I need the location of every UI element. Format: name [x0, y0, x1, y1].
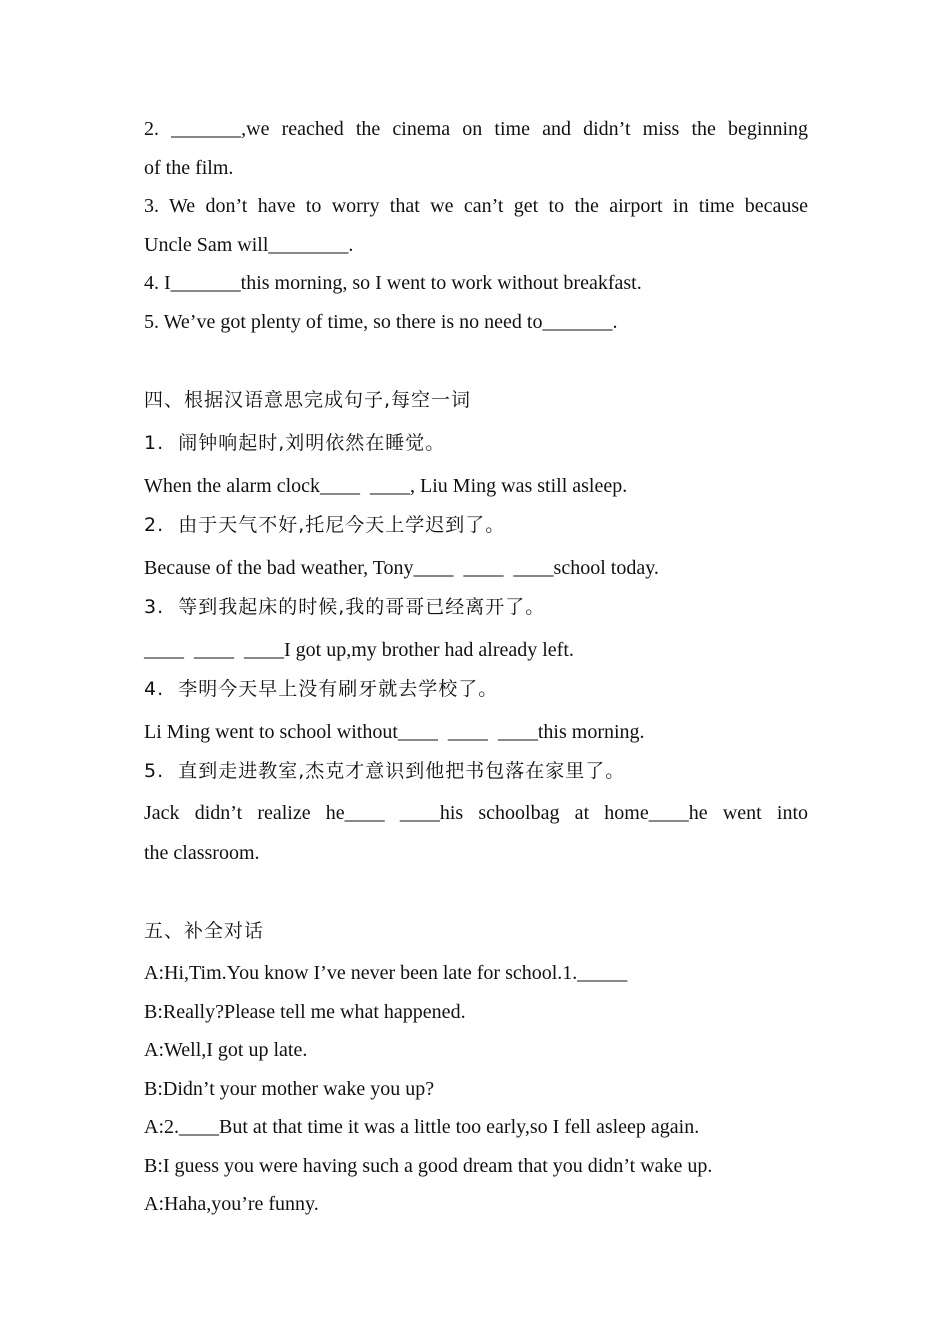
s5-dialogue-line5: A:2.____But at that time it was a little too early,so I fell asleep again.	[144, 1116, 700, 1138]
s3-q2-line1: 2. _______,we reached the cinema on time and didn’t miss the beginning	[144, 118, 808, 140]
s4-item3-zh: 3. 等到我起床的时候,我的哥哥已经离开了。	[144, 596, 546, 618]
s5-dialogue-line2: B:Really?Please tell me what happened.	[144, 1001, 466, 1023]
s3-q2-line2: of the film.	[144, 157, 234, 179]
s4-item5-en: Jack didn’t realize he____ ____his schoolbag at home____he went into	[144, 802, 808, 824]
s4-item3-en: ____ ____ ____I got up,my brother had already left.	[144, 639, 574, 661]
s3-q3-line2: Uncle Sam will________.	[144, 234, 354, 256]
section4-heading: 四、根据汉语意思完成句子,每空一词	[144, 389, 472, 411]
s4-item4-en: Li Ming went to school without____ ____ ____this morning.	[144, 721, 645, 743]
s3-q4: 4. I_______this morning, so I went to work without breakfast.	[144, 272, 642, 294]
s4-item1-en: When the alarm clock____ ____, Liu Ming was still asleep.	[144, 475, 628, 497]
s4-item1-zh: 1. 闹钟响起时,刘明依然在睡觉。	[144, 432, 446, 454]
s5-dialogue-line4: B:Didn’t your mother wake you up?	[144, 1078, 435, 1100]
s4-item4-zh: 4. 李明今天早上没有刷牙就去学校了。	[144, 678, 499, 700]
s5-dialogue-line3: A:Well,I got up late.	[144, 1039, 308, 1061]
section5-heading: 五、补全对话	[144, 920, 265, 942]
s4-item2-zh: 2. 由于天气不好,托尼今天上学迟到了。	[144, 514, 506, 536]
s5-dialogue-line7: A:Haha,you’re funny.	[144, 1193, 319, 1215]
s5-dialogue-line1: A:Hi,Tim.You know I’ve never been late for school.1._____	[144, 962, 628, 984]
s3-q5: 5. We’ve got plenty of time, so there is no need to_______.	[144, 311, 618, 333]
s3-q3-line1: 3. We don’t have to worry that we can’t get to the airport in time because	[144, 195, 808, 217]
s4-item5-en2: the classroom.	[144, 842, 260, 864]
s4-item5-zh: 5. 直到走进教室,杰克才意识到他把书包落在家里了。	[144, 760, 626, 782]
s4-item2-en: Because of the bad weather, Tony____ ____ ____school today.	[144, 557, 659, 579]
s5-dialogue-line6: B:I guess you were having such a good dream that you didn’t wake up.	[144, 1155, 713, 1177]
